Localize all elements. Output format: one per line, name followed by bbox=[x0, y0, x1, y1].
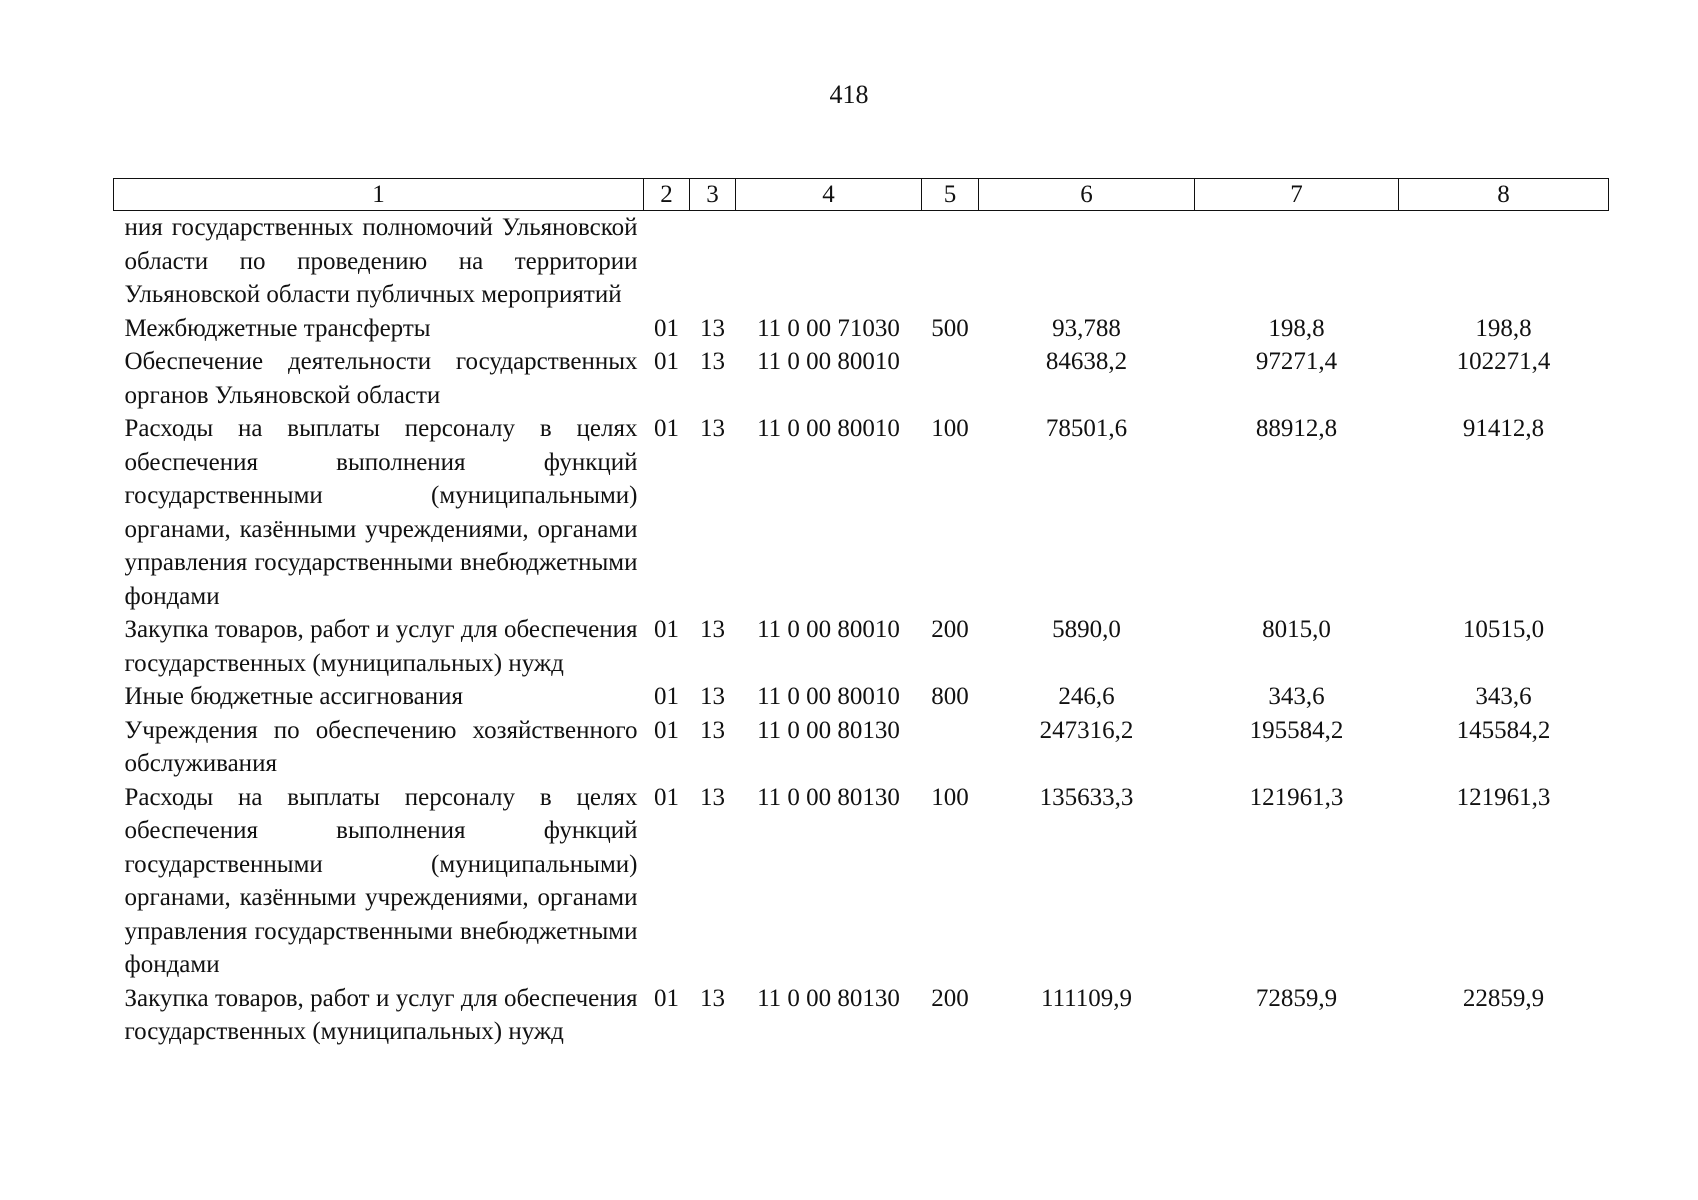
table-row bbox=[114, 680, 1609, 714]
table-row bbox=[114, 781, 1609, 982]
row-expense-type: 500 bbox=[931, 314, 969, 342]
row-section: 01 bbox=[654, 984, 679, 1012]
row-name: Обеспечение деятельности государственных органов Ульяновской области bbox=[124, 348, 638, 409]
row-value-8: 10515,0 bbox=[1462, 616, 1545, 643]
row-value-6: 93,788 bbox=[1052, 314, 1121, 342]
row-value-6: 135633,3 bbox=[1039, 783, 1134, 811]
table-row bbox=[114, 982, 1609, 1049]
row-value-8 bbox=[1399, 211, 1609, 312]
row-value-8: 145584,2 bbox=[1456, 716, 1551, 744]
row-expense-type: 200 bbox=[931, 616, 969, 643]
row-subsection bbox=[690, 211, 736, 312]
table-row bbox=[114, 312, 1609, 346]
row-value-8: 121961,3 bbox=[1456, 783, 1551, 811]
row-target-code bbox=[736, 211, 922, 312]
row-name: Учреждения по обеспечению хозяйственного обслуживания bbox=[124, 716, 638, 777]
row-expense-type bbox=[922, 714, 979, 781]
row-value-8: 22859,9 bbox=[1462, 984, 1545, 1012]
row-section: 01 bbox=[654, 683, 679, 710]
row-value-7: 343,6 bbox=[1268, 683, 1325, 710]
row-expense-type: 800 bbox=[931, 683, 969, 710]
row-section: 01 bbox=[654, 716, 679, 744]
row-name: Расходы на выплаты персоналу в целях обеспечения выполнения функций государственными (муниципальными) органами, казёнными учреждениями, органами управления государственными внебюджетными фондами bbox=[124, 415, 638, 610]
row-value-6 bbox=[979, 211, 1195, 312]
row-value-7: 88912,8 bbox=[1255, 415, 1338, 442]
row-value-7: 72859,9 bbox=[1255, 984, 1338, 1012]
header-col-4: 4 bbox=[736, 179, 922, 211]
row-name: Иные бюджетные ассигнования bbox=[124, 683, 464, 710]
header-col-2: 2 bbox=[644, 179, 690, 211]
row-target-code: 11 0 00 80010 bbox=[757, 348, 900, 375]
header-col-3: 3 bbox=[690, 179, 736, 211]
row-name: Расходы на выплаты персоналу в целях обеспечения выполнения функций государственными (муниципальными) органами, казёнными учреждениями, органами управления государственными внебюджетными фондами bbox=[124, 783, 638, 978]
row-value-7: 121961,3 bbox=[1249, 783, 1344, 811]
row-expense-type: 100 bbox=[931, 415, 969, 442]
table-row bbox=[114, 345, 1609, 412]
row-section: 01 bbox=[654, 783, 679, 811]
row-section: 01 bbox=[654, 616, 679, 643]
row-value-6: 247316,2 bbox=[1039, 716, 1134, 744]
header-col-7: 7 bbox=[1195, 179, 1399, 211]
row-name: Межбюджетные трансферты bbox=[124, 314, 431, 342]
row-section: 01 bbox=[654, 314, 679, 342]
row-subsection: 13 bbox=[700, 616, 725, 643]
table-header bbox=[114, 179, 1609, 211]
row-value-7: 97271,4 bbox=[1255, 348, 1338, 375]
row-name: ния государственных полномочий Ульяновской области по проведению на территории Ульяновской области публичных мероприятий bbox=[124, 214, 638, 308]
budget-table bbox=[113, 178, 1609, 1049]
row-value-7: 198,8 bbox=[1268, 314, 1325, 342]
row-value-8: 102271,4 bbox=[1456, 348, 1551, 375]
row-target-code: 11 0 00 80010 bbox=[757, 415, 900, 442]
row-value-8: 91412,8 bbox=[1462, 415, 1545, 442]
row-name: Закупка товаров, работ и услуг для обеспечения государственных (муниципальных) нужд bbox=[124, 984, 638, 1045]
row-subsection: 13 bbox=[700, 415, 725, 442]
row-section bbox=[644, 211, 690, 312]
header-row bbox=[114, 179, 1609, 211]
row-value-6: 111109,9 bbox=[1041, 984, 1132, 1012]
row-section: 01 bbox=[654, 415, 679, 442]
row-target-code: 11 0 00 80010 bbox=[757, 683, 900, 710]
row-expense-type: 100 bbox=[931, 783, 969, 811]
row-target-code: 11 0 00 80130 bbox=[757, 783, 900, 811]
row-value-6: 5890,0 bbox=[1052, 616, 1121, 643]
row-target-code: 11 0 00 80010 bbox=[757, 616, 900, 643]
row-value-7: 195584,2 bbox=[1249, 716, 1344, 744]
row-section: 01 bbox=[654, 348, 679, 375]
row-subsection: 13 bbox=[700, 716, 725, 744]
row-subsection: 13 bbox=[700, 348, 725, 375]
header-col-6: 6 bbox=[979, 179, 1195, 211]
table-row bbox=[114, 412, 1609, 613]
row-target-code: 11 0 00 80130 bbox=[757, 984, 900, 1012]
table-body bbox=[114, 211, 1609, 1049]
row-value-8: 343,6 bbox=[1475, 683, 1532, 710]
page-number: 418 bbox=[829, 80, 869, 109]
row-subsection: 13 bbox=[700, 314, 725, 342]
header-col-5: 5 bbox=[922, 179, 979, 211]
row-expense-type bbox=[922, 345, 979, 412]
row-subsection: 13 bbox=[700, 783, 725, 811]
row-target-code: 11 0 00 80130 bbox=[757, 716, 900, 744]
row-subsection: 13 bbox=[700, 683, 725, 710]
row-value-6: 84638,2 bbox=[1045, 348, 1128, 375]
row-value-7 bbox=[1195, 211, 1399, 312]
row-value-6: 78501,6 bbox=[1045, 415, 1128, 442]
row-expense-type bbox=[922, 211, 979, 312]
header-col-8: 8 bbox=[1399, 179, 1609, 211]
row-name: Закупка товаров, работ и услуг для обеспечения государственных (муниципальных) нужд bbox=[124, 616, 638, 677]
table-row bbox=[114, 613, 1609, 680]
row-target-code: 11 0 00 71030 bbox=[757, 314, 900, 342]
row-expense-type: 200 bbox=[931, 984, 969, 1012]
header-col-1: 1 bbox=[114, 179, 644, 211]
row-subsection: 13 bbox=[700, 984, 725, 1012]
row-value-7: 8015,0 bbox=[1262, 616, 1331, 643]
row-value-8: 198,8 bbox=[1475, 314, 1532, 342]
table-row bbox=[114, 714, 1609, 781]
table-row bbox=[114, 211, 1609, 312]
row-value-6: 246,6 bbox=[1058, 683, 1115, 710]
